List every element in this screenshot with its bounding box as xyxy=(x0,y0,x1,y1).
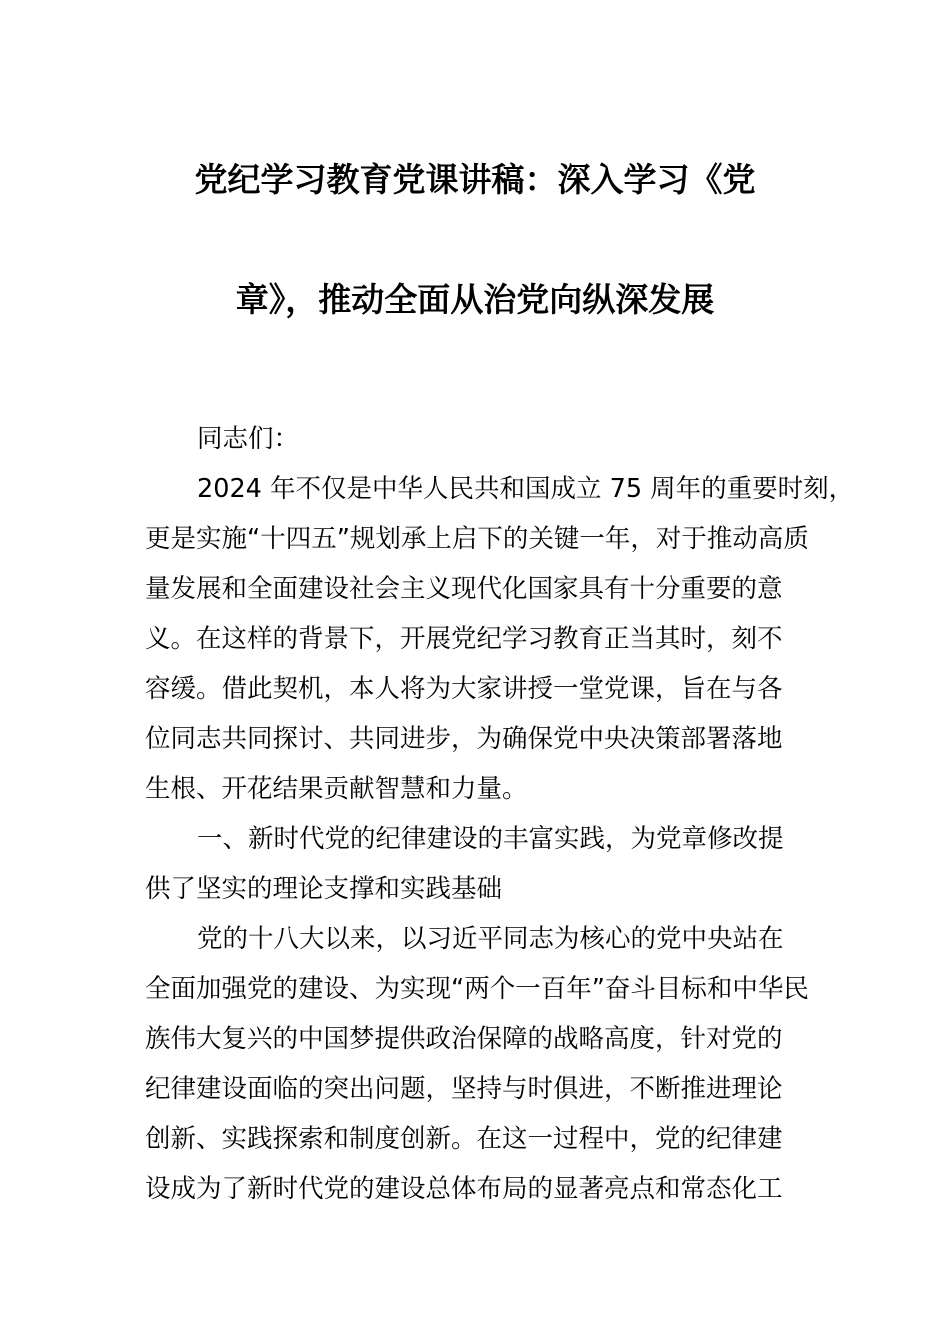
paragraph-1-line-2: 更是实施“十四五”规划承上启下的关键一年，对于推动高质 xyxy=(145,524,809,554)
paragraph-1-line-4: 义。在这样的背景下，开展党纪学习教育正当其时，刻不 xyxy=(145,624,783,654)
paragraph-3-line-3: 族伟大复兴的中国梦提供政治保障的战略高度，针对党的 xyxy=(145,1024,783,1054)
paragraph-3-line-4: 纪律建设面临的突出问题，坚持与时俱进，不断推进理论 xyxy=(145,1074,783,1104)
paragraph-1-line-6: 位同志共同探讨、共同进步，为确保党中央决策部署落地 xyxy=(145,724,783,754)
paragraph-1-line-7: 生根、开花结果贡献智慧和力量。 xyxy=(145,774,528,804)
document-title-line-2: 章》，推动全面从治党向纵深发展 xyxy=(235,280,715,319)
paragraph-1-line-5: 容缓。借此契机，本人将为大家讲授一堂党课，旨在与各 xyxy=(145,674,783,704)
section-heading-line-1: 一、新时代党的纪律建设的丰富实践，为党章修改提 xyxy=(197,824,784,854)
document-body xyxy=(145,414,855,1214)
document-title-line-1: 党纪学习教育党课讲稿：深入学习《党 xyxy=(194,160,756,199)
paragraph-3-line-5: 创新、实践探索和制度创新。在这一过程中，党的纪律建 xyxy=(145,1124,783,1154)
paragraph-3-line-2: 全面加强党的建设、为实现“两个一百年”奋斗目标和中华民 xyxy=(145,974,809,1004)
salutation: 同志们： xyxy=(197,424,300,454)
paragraph-1-line-3: 量发展和全面建设社会主义现代化国家具有十分重要的意 xyxy=(145,574,783,604)
section-heading-line-2: 供了坚实的理论支撑和实践基础 xyxy=(145,874,503,904)
paragraph-3-line-1: 党的十八大以来，以习近平同志为核心的党中央站在 xyxy=(197,924,784,954)
paragraph-3-line-6: 设成为了新时代党的建设总体布局的显著亮点和常态化工 xyxy=(145,1174,783,1204)
paragraph-1-line-1: 2024 年不仅是中华人民共和国成立 75 周年的重要时刻， xyxy=(197,474,855,504)
